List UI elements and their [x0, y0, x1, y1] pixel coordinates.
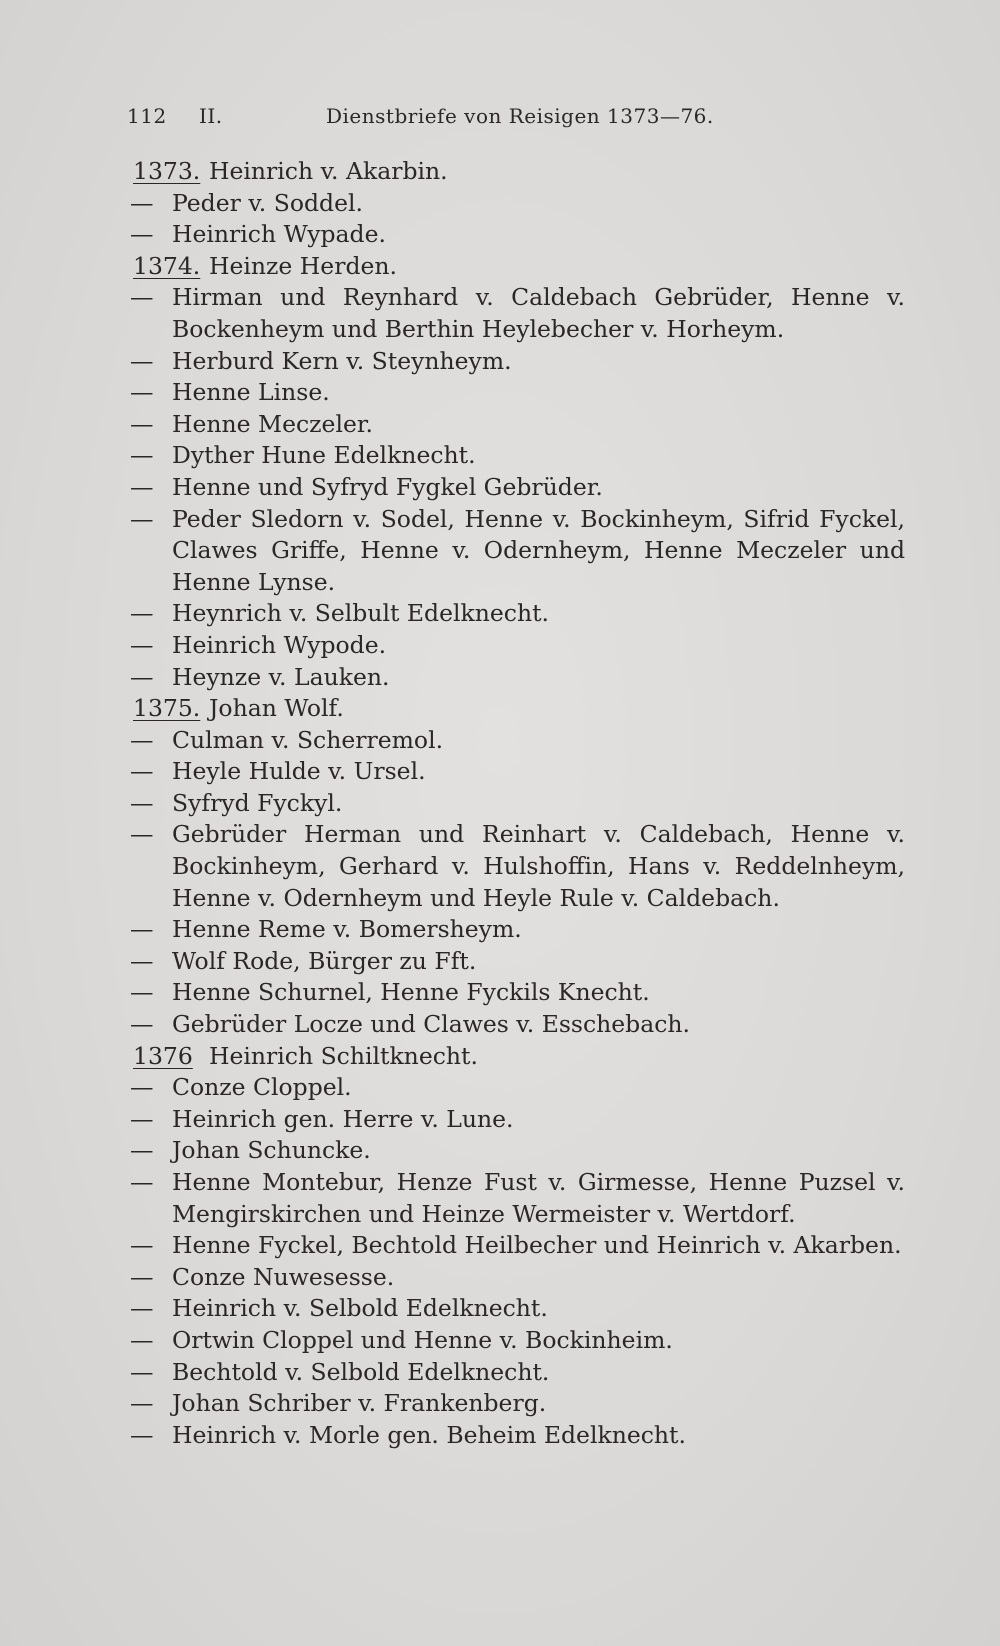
- entry-text: Heinrich Wypode.: [172, 630, 387, 659]
- page-number: 112: [127, 104, 167, 128]
- list-item: [130, 504, 905, 599]
- dash-marker: —: [130, 188, 154, 217]
- entry-text: Henne Schurnel, Henne Fyckils Knecht.: [172, 978, 650, 1007]
- list-item: [130, 1325, 905, 1357]
- list-item: [130, 409, 905, 441]
- entry-text: Heinrich v. Selbold Edelknecht.: [172, 1294, 548, 1323]
- entry-text: Conze Cloppel.: [172, 1073, 352, 1102]
- list-item: [130, 1388, 905, 1420]
- page-title: Dienstbriefe von Reisigen 1373—76.: [326, 104, 714, 128]
- dash-marker: —: [130, 1104, 154, 1133]
- list-item: [130, 1230, 905, 1262]
- dash-marker: —: [130, 1325, 154, 1354]
- entry-text: Heynze v. Lauken.: [172, 662, 390, 691]
- list-item: [130, 1357, 905, 1389]
- dash-marker: —: [130, 915, 154, 944]
- list-item: [130, 630, 905, 662]
- year-entry: [130, 1041, 905, 1073]
- list-item: [130, 219, 905, 251]
- dash-marker: —: [130, 1262, 154, 1291]
- list-item: [130, 188, 905, 220]
- entry-text: Wolf Rode, Bürger zu Fft.: [172, 946, 477, 975]
- list-item: [130, 1072, 905, 1104]
- entry-text: Hirman und Reynhard v. Caldebach Gebrüder, Henne v. Bockenheym und Berthin Heylebecher v. Horheym.: [172, 283, 905, 343]
- entry-text: Henne Linse.: [172, 378, 330, 407]
- year-marker: 1374.: [133, 251, 201, 280]
- dash-marker: —: [130, 662, 154, 691]
- entry-text: Heinrich Wypade.: [172, 220, 386, 249]
- dash-marker: —: [130, 346, 154, 375]
- year-entry: [130, 251, 905, 283]
- list-item: [130, 662, 905, 694]
- list-item: [130, 1262, 905, 1294]
- entry-text: Heinrich gen. Herre v. Lune.: [172, 1104, 514, 1133]
- list-item: [130, 1104, 905, 1136]
- year-entry: [130, 156, 905, 188]
- dash-marker: —: [130, 441, 154, 470]
- entry-text: Peder v. Soddel.: [172, 188, 363, 217]
- list-item: [130, 756, 905, 788]
- entry-text: Johan Schriber v. Frankenberg.: [172, 1389, 547, 1418]
- entry-text: Johan Wolf.: [209, 694, 344, 723]
- list-item: [130, 725, 905, 757]
- entry-text: Herburd Kern v. Steynheym.: [172, 346, 512, 375]
- dash-marker: —: [130, 757, 154, 786]
- list-item: [130, 1293, 905, 1325]
- dash-marker: —: [130, 599, 154, 628]
- entry-text: Gebrüder Herman und Reinhart v. Caldebach, Henne v. Bockinheym, Gerhard v. Hulshoffin, Hans v. Reddelnheym, Henne v. Odernheym und Heyle Rule v. Caldebach.: [172, 820, 905, 912]
- dash-marker: —: [130, 978, 154, 1007]
- list-item: [130, 1135, 905, 1167]
- entry-text: Heinze Herden.: [209, 251, 397, 280]
- entry-text: Heinrich Schiltknecht.: [209, 1041, 478, 1070]
- dash-marker: —: [130, 630, 154, 659]
- entry-text: Henne Reme v. Bomersheym.: [172, 915, 522, 944]
- entry-list: [130, 156, 905, 1451]
- dash-marker: —: [130, 378, 154, 407]
- entry-text: Bechtold v. Selbold Edelknecht.: [172, 1357, 550, 1386]
- entry-text: Ortwin Cloppel und Henne v. Bockinheim.: [172, 1325, 673, 1354]
- list-item: [130, 1167, 905, 1230]
- year-marker: 1373.: [133, 157, 201, 185]
- dash-marker: —: [130, 1420, 154, 1449]
- entry-text: Conze Nuwesesse.: [172, 1262, 395, 1291]
- year-entry: [130, 693, 905, 725]
- entry-text: Johan Schuncke.: [172, 1136, 371, 1165]
- entry-text: Peder Sledorn v. Sodel, Henne v. Bockinheym, Sifrid Fyckel, Clawes Griffe, Henne v. Odernheym, Henne Meczeler und Henne Lynse.: [172, 504, 905, 596]
- list-item: [130, 788, 905, 820]
- entry-text: Heinrich v. Akarbin.: [209, 157, 448, 185]
- entry-text: Henne Fyckel, Bechtold Heilbecher und Heinrich v. Akarben.: [172, 1231, 902, 1260]
- entry-text: Henne Montebur, Henze Fust v. Girmesse, Henne Puzsel v. Mengirskirchen und Heinze Wermeister v. Wertdorf.: [172, 1168, 905, 1228]
- list-item: [130, 977, 905, 1009]
- dash-marker: —: [130, 1294, 154, 1323]
- list-item: [130, 440, 905, 472]
- entry-text: Henne und Syfryd Fygkel Gebrüder.: [172, 472, 603, 501]
- dash-marker: —: [130, 1357, 154, 1386]
- list-item: [130, 946, 905, 978]
- dash-marker: —: [130, 820, 154, 849]
- running-header: [127, 104, 727, 134]
- list-item: [130, 282, 905, 345]
- year-marker: 1375.: [133, 694, 201, 723]
- dash-marker: —: [130, 1010, 154, 1039]
- list-item: [130, 472, 905, 504]
- entry-text: Heynrich v. Selbult Edelknecht.: [172, 599, 549, 628]
- dash-marker: —: [130, 725, 154, 754]
- list-item: [130, 819, 905, 914]
- entry-text: Culman v. Scherremol.: [172, 725, 444, 754]
- entry-text: Syfryd Fyckyl.: [172, 788, 343, 817]
- dash-marker: —: [130, 283, 154, 312]
- dash-marker: —: [130, 1136, 154, 1165]
- dash-marker: —: [130, 409, 154, 438]
- entry-text: Heinrich v. Morle gen. Beheim Edelknecht.: [172, 1420, 686, 1449]
- dash-marker: —: [130, 1073, 154, 1102]
- dash-marker: —: [130, 1168, 154, 1196]
- dash-marker: —: [130, 946, 154, 975]
- entry-text: Gebrüder Locze und Clawes v. Esschebach.: [172, 1010, 690, 1039]
- dash-marker: —: [130, 788, 154, 817]
- entry-text: Heyle Hulde v. Ursel.: [172, 757, 426, 786]
- list-item: [130, 598, 905, 630]
- dash-marker: —: [130, 472, 154, 501]
- list-item: [130, 377, 905, 409]
- dash-marker: —: [130, 1231, 154, 1260]
- list-item: [130, 1009, 905, 1041]
- list-item: [130, 1420, 905, 1452]
- section-number: II.: [199, 104, 223, 128]
- list-item: [130, 346, 905, 378]
- dash-marker: —: [130, 1389, 154, 1418]
- dash-marker: —: [130, 220, 154, 249]
- year-marker: 1376: [133, 1041, 193, 1070]
- list-item: [130, 914, 905, 946]
- dash-marker: —: [130, 504, 154, 533]
- entry-text: Dyther Hune Edelknecht.: [172, 441, 476, 470]
- entry-text: Henne Meczeler.: [172, 409, 374, 438]
